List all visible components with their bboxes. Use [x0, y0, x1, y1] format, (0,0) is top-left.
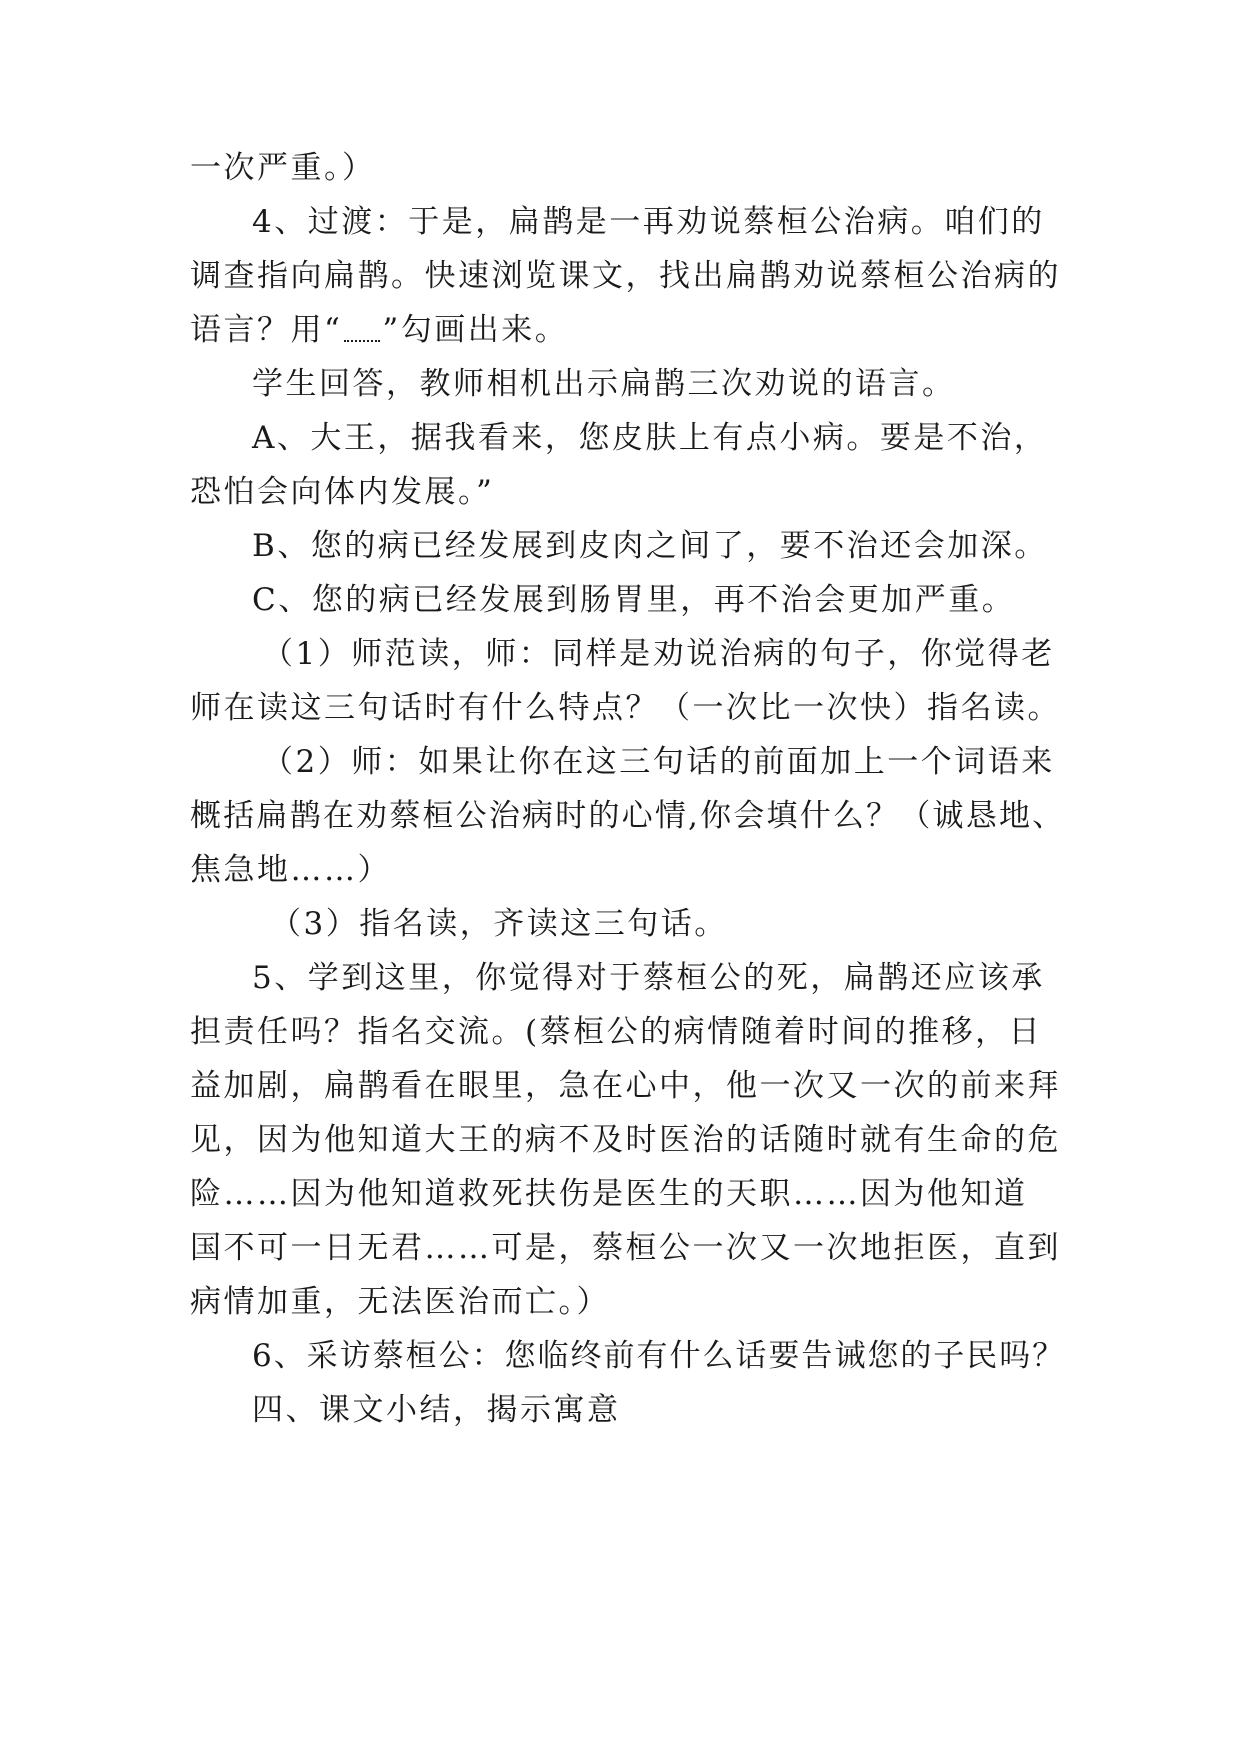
text-line: [190, 308, 568, 352]
wavy-underline-mark: [344, 326, 380, 342]
text-line: 5、学到这里，你觉得对于蔡桓公的死，扁鹊还应该承: [252, 960, 1045, 996]
text-segment: 语言？用“: [190, 312, 343, 348]
text-line: 调查指向扁鹊。快速浏览课文，找出扁鹊劝说蔡桓公治病的: [190, 258, 1061, 294]
section-heading: 四、课文小结，揭示寓意: [252, 1392, 621, 1428]
text-line: 见，因为他知道大王的病不及时医治的话随时就有生命的危: [190, 1122, 1061, 1158]
text-line: 6、采访蔡桓公：您临终前有什么话要告诫您的子民吗？: [252, 1338, 1066, 1374]
text-line: 恐怕会向体内发展。”: [190, 474, 495, 510]
text-line: （3）指名读，齐读这三句话。: [270, 906, 728, 942]
text-line: 学生回答，教师相机出示扁鹊三次劝说的语言。: [252, 366, 956, 402]
text-line: 一次严重。）: [190, 150, 376, 186]
text-line: 概括扁鹊在劝蔡桓公治病时的心情,你会填什么？（诚恳地、: [190, 798, 1066, 834]
text-line: 焦急地……）: [190, 852, 391, 888]
text-line: B、您的病已经发展到皮肉之间了，要不治还会加深。: [252, 528, 1048, 564]
text-line: 国不可一日无君……可是，蔡桓公一次又一次地拒医，直到: [190, 1230, 1061, 1266]
text-line: 险……因为他知道救死扶伤是医生的天职……因为他知道: [190, 1176, 1028, 1212]
text-line: 师在读这三句话时有什么特点？（一次比一次快）指名读。: [190, 690, 1061, 726]
text-segment: ”勾画出来。: [382, 312, 569, 348]
text-line: 4、过渡：于是，扁鹊是一再劝说蔡桓公治病。咱们的: [252, 204, 1045, 240]
text-line: 病情加重，无法医治而亡。）: [190, 1284, 610, 1320]
text-line: 益加剧，扁鹊看在眼里，急在心中，他一次又一次的前来拜: [190, 1068, 1061, 1104]
text-line: 担责任吗？指名交流。(蔡桓公的病情随着时间的推移，日: [190, 1014, 1043, 1050]
text-line: （2）师：如果让你在这三句话的前面加上一个词语来: [262, 744, 1055, 780]
text-line: A、大王，据我看来，您皮肤上有点小病。要是不治，: [252, 420, 1048, 456]
text-line: （1）师范读，师：同样是劝说治病的句子，你觉得老: [262, 636, 1055, 672]
text-line: C、您的病已经发展到肠胃里，再不治会更加严重。: [252, 582, 1016, 618]
